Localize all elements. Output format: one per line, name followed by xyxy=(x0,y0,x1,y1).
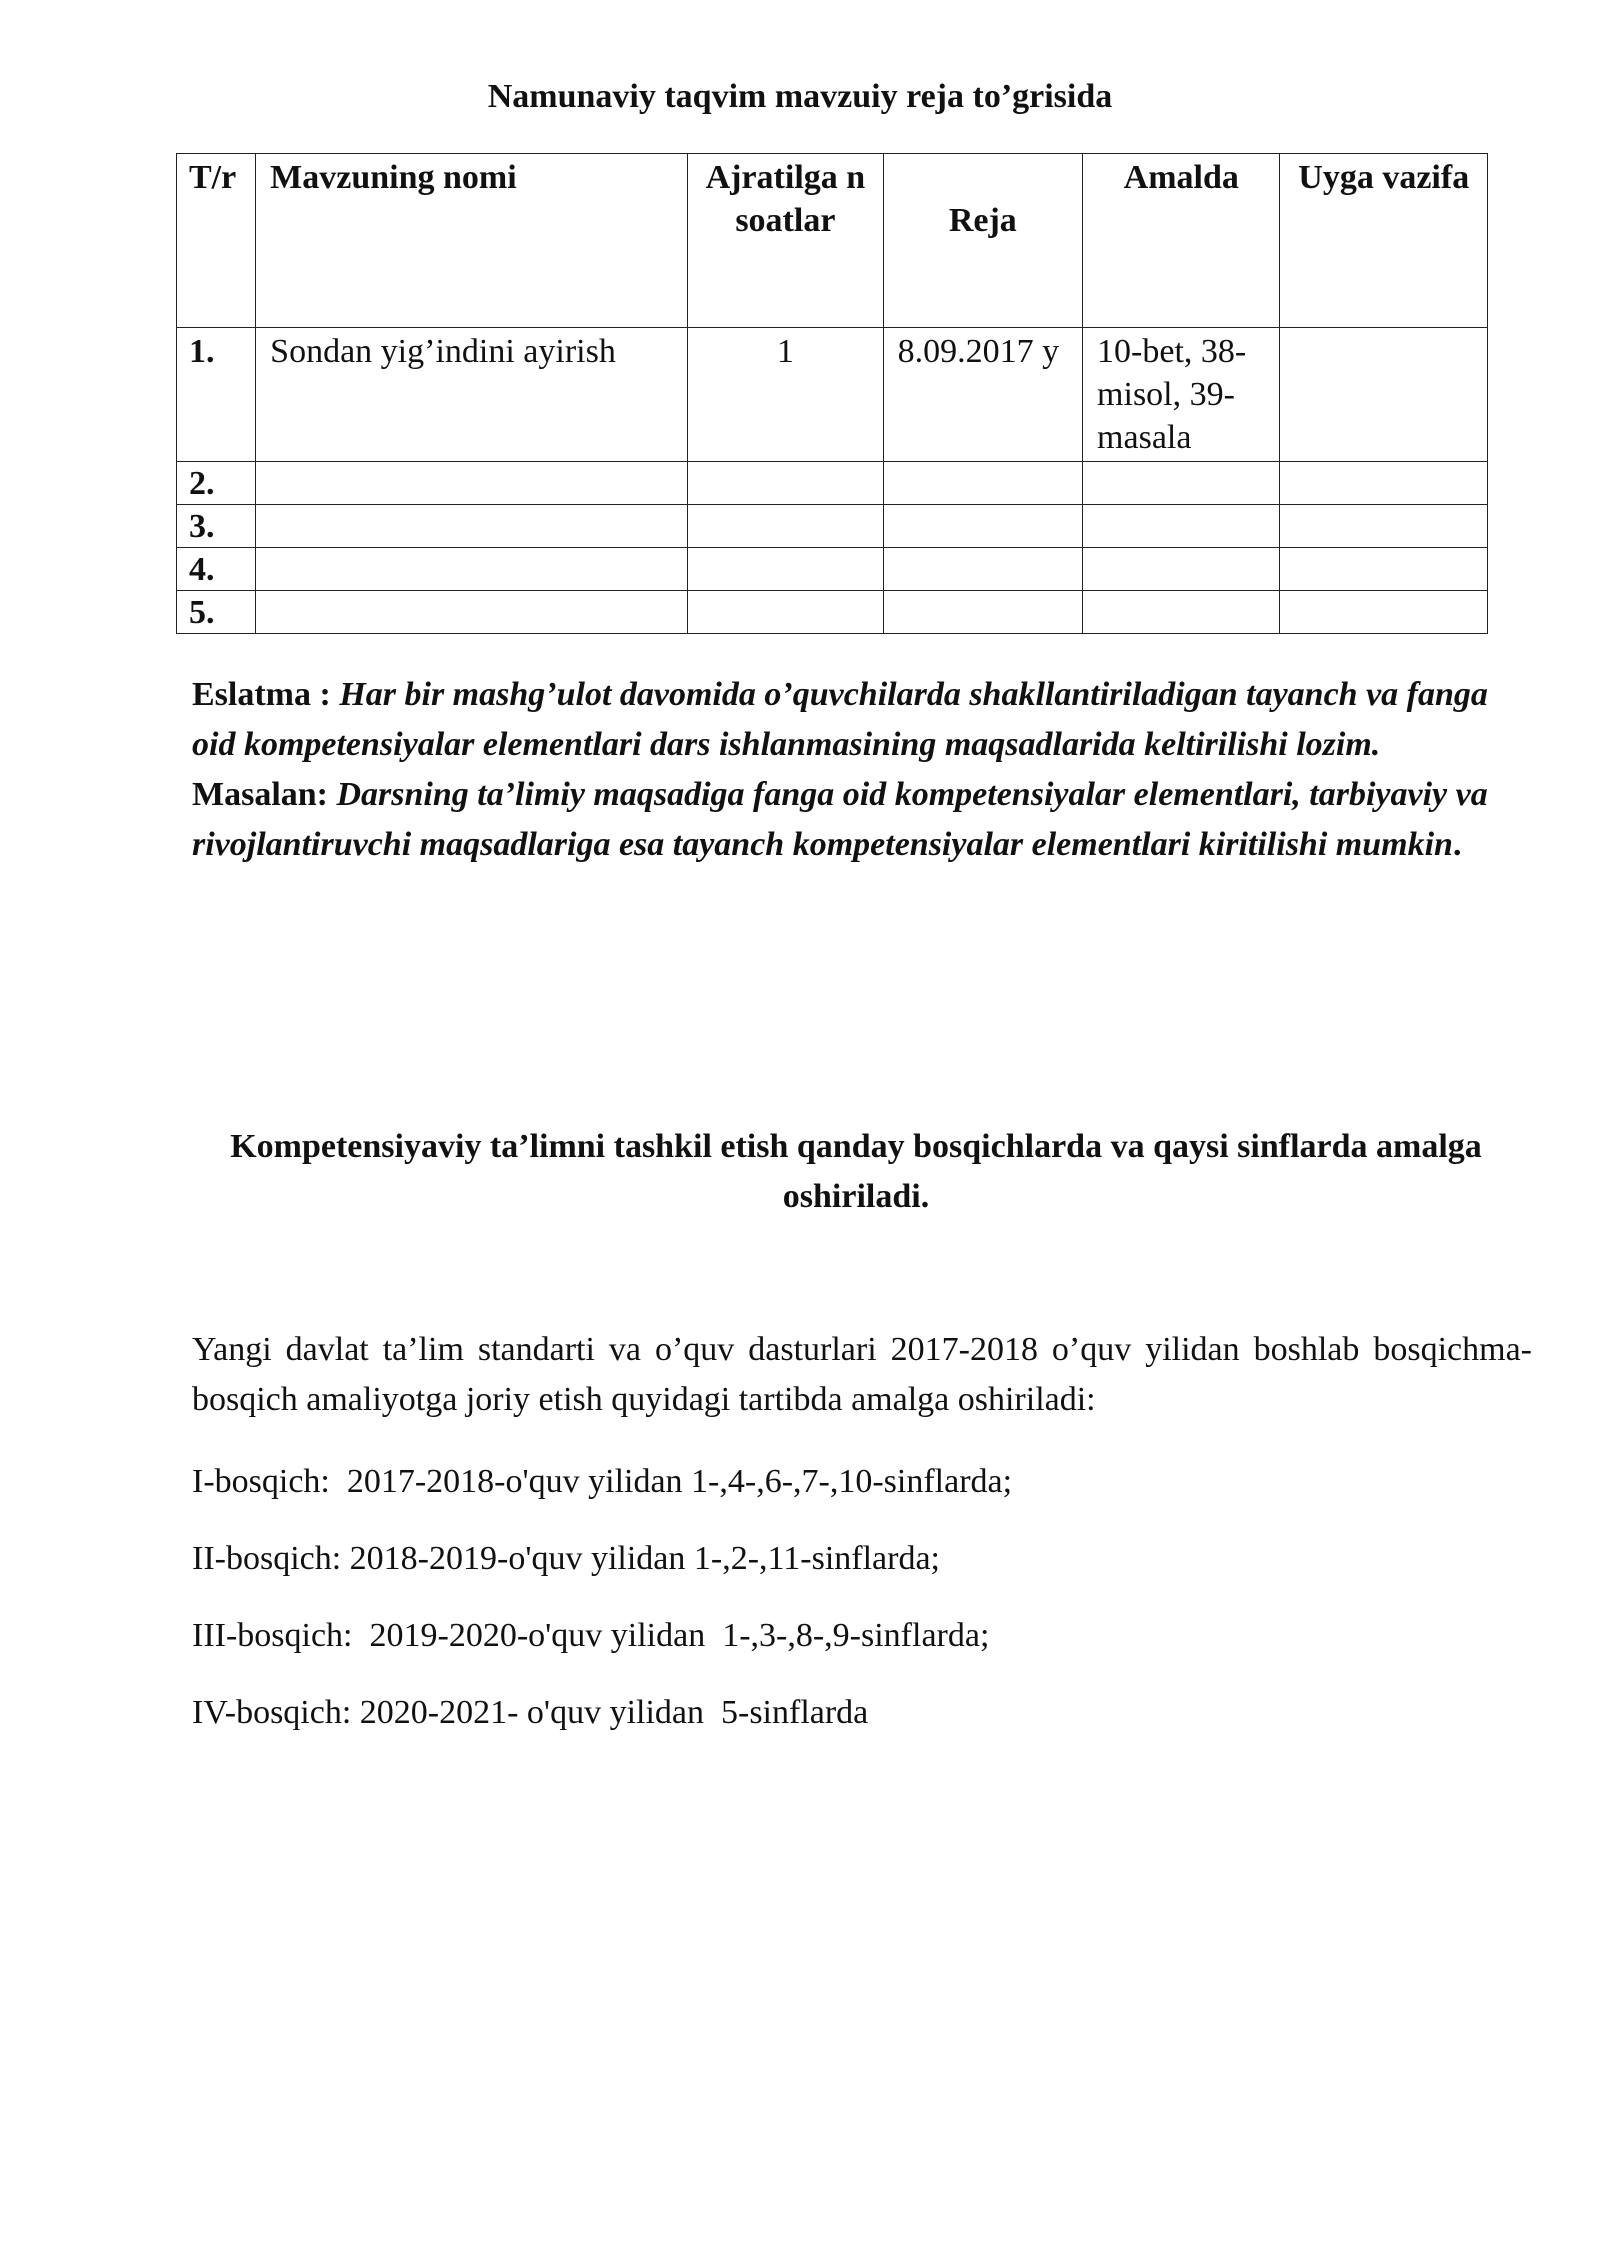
actual-cell: 10-bet, 38-misol, 39-masala xyxy=(1083,328,1280,462)
table-row xyxy=(177,462,1488,505)
header-plan: Reja xyxy=(883,154,1082,328)
stage-item: IV-bosqich: 2020-2021- o'quv yilidan 5-sinflarda xyxy=(192,1694,869,1731)
header-hours: Ajratilga n soatlar xyxy=(688,154,883,328)
topic-cell xyxy=(256,591,688,634)
actual-cell xyxy=(1083,548,1280,591)
actual-cell xyxy=(1083,591,1280,634)
table-header-row xyxy=(177,154,1488,328)
table-row xyxy=(177,505,1488,548)
table-row xyxy=(177,548,1488,591)
topic-cell xyxy=(256,462,688,505)
plan-date-cell xyxy=(883,505,1082,548)
example-end: . xyxy=(1452,826,1462,863)
note-label: Eslatma : xyxy=(192,676,340,713)
example-label: Masalan: xyxy=(192,776,337,813)
actual-cell xyxy=(1083,462,1280,505)
topic-cell xyxy=(256,505,688,548)
example-text: Darsning ta’limiy maqsadiga fanga oid kompetensiyalar elementlari, tarbiyaviy va rivojlantiruvchi maqsadlariga esa tayanch kompetensiyalar elementlari kiritilishi mumkin xyxy=(192,776,1488,863)
table-row xyxy=(177,328,1488,462)
stage-item: II-bosqich: 2018-2019-o'quv yilidan 1-,2-,11-sinflarda; xyxy=(192,1540,940,1577)
table-row xyxy=(177,591,1488,634)
header-tr: T/r xyxy=(177,154,256,328)
row-number: 1. xyxy=(177,328,256,462)
row-number: 5. xyxy=(177,591,256,634)
homework-cell xyxy=(1280,548,1488,591)
row-number: 4. xyxy=(177,548,256,591)
plan-date-cell xyxy=(883,462,1082,505)
hours-cell xyxy=(688,505,883,548)
section-title: Kompetensiyaviy ta’limni tashkil etish qanday bosqichlarda va qaysi sinflarda amalga oshiriladi. xyxy=(230,1128,1482,1215)
homework-cell xyxy=(1280,328,1488,462)
hours-cell xyxy=(688,462,883,505)
stage-item: I-bosqich: 2017-2018-o'quv yilidan 1-,4-,6-,7-,10-sinflarda; xyxy=(192,1463,1013,1500)
note-block xyxy=(192,670,1532,870)
hours-cell xyxy=(688,591,883,634)
homework-cell xyxy=(1280,505,1488,548)
actual-cell xyxy=(1083,505,1280,548)
plan-date-cell xyxy=(883,591,1082,634)
header-actual: Amalda xyxy=(1083,154,1280,328)
note-text: Har bir mashg’ulot davomida o’quvchilarda shakllantiriladigan tayanch va fanga oid kompetensiyalar elementlari dars ishlanmasining maqsadlarida keltirilishi lozim. xyxy=(192,676,1488,763)
hours-cell xyxy=(688,548,883,591)
topic-cell: Sondan yig’indini ayirish xyxy=(256,328,688,462)
plan-date-cell xyxy=(883,548,1082,591)
header-topic: Mavzuning nomi xyxy=(256,154,688,328)
plan-date-cell: 8.09.2017 y xyxy=(883,328,1082,462)
page-title: Namunaviy taqvim mavzuiy reja to’grisida xyxy=(487,78,1113,115)
row-number: 2. xyxy=(177,462,256,505)
intro-paragraph: Yangi davlat ta’lim standarti va o’quv dasturlari 2017-2018 o’quv yilidan boshlab bosqichma-bosqich amaliyotga joriy etish quyidagi tartibda amalga oshiriladi: xyxy=(192,1331,1532,1418)
topic-cell xyxy=(256,548,688,591)
stage-item: III-bosqich: 2019-2020-o'quv yilidan 1-,3-,8-,9-sinflarda; xyxy=(192,1617,990,1654)
plan-table xyxy=(176,153,1488,634)
hours-cell: 1 xyxy=(688,328,883,462)
header-homework: Uyga vazifa xyxy=(1280,154,1488,328)
homework-cell xyxy=(1280,462,1488,505)
homework-cell xyxy=(1280,591,1488,634)
row-number: 3. xyxy=(177,505,256,548)
